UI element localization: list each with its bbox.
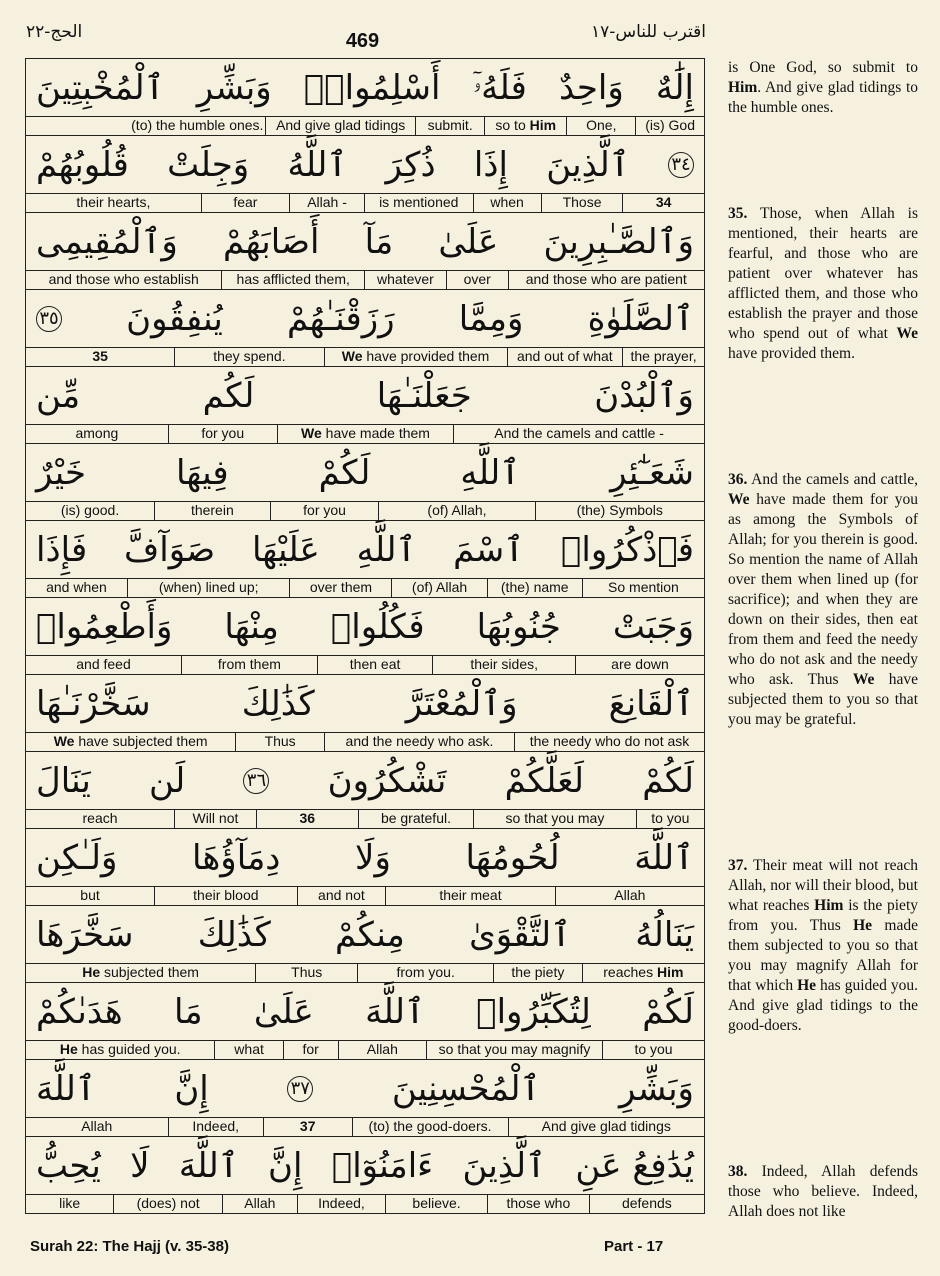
- gloss-cell: believe.: [385, 1195, 487, 1213]
- arabic-word: مَآ: [364, 221, 394, 262]
- gloss-cell: therein: [154, 502, 270, 520]
- gloss-cell: over: [446, 271, 508, 289]
- verse-block: [25, 521, 705, 598]
- gloss-cell: He subjected them: [82, 964, 199, 980]
- verse-number-cell: 36: [256, 810, 358, 828]
- english-gloss-row: [25, 1194, 705, 1214]
- arabic-word: ٱسْمَ: [453, 529, 525, 570]
- gloss-cell: for you: [168, 425, 277, 443]
- arabic-word: ٱللَّهُ: [287, 144, 348, 185]
- gloss-cell: their sides,: [432, 656, 575, 674]
- gloss-cell: and not: [297, 887, 386, 905]
- arabic-word: مِنكُمْ: [335, 914, 405, 955]
- arabic-word: ٱللَّهَ: [365, 991, 425, 1032]
- verse-block: [25, 444, 705, 521]
- gloss-cell: He has guided you.: [59, 1041, 181, 1057]
- translation-text: Those, when Allah is mentioned, their hearts are fearful, and those who are patient over whatever has afflicted them, and those who establish the prayer and those who spend out of what We have provided them.: [728, 205, 918, 362]
- arabic-word: أَسْلِمُوا۟ۗ: [303, 67, 441, 108]
- gloss-cell: defends: [589, 1195, 704, 1213]
- gloss-cell: from them: [181, 656, 317, 674]
- verse-block: [25, 213, 705, 290]
- arabic-word: ٱللَّهَ: [36, 1068, 96, 1109]
- gloss-cell: We have made them: [277, 425, 454, 443]
- arabic-word: ٱللَّهِ: [356, 529, 417, 570]
- gloss-cell: Those: [541, 194, 623, 212]
- arabic-word: يُحِبُّ: [36, 1145, 101, 1186]
- arabic-word: فَإِذَا: [36, 529, 88, 570]
- arabic-word: خَيْرٌ: [36, 452, 87, 493]
- gloss-cell: We have subjected them: [53, 733, 208, 749]
- english-gloss-row: [25, 809, 705, 829]
- word-by-word-grid: [25, 58, 705, 1214]
- arabic-row: [25, 906, 705, 963]
- gloss-cell: (the) name: [487, 579, 582, 597]
- english-gloss-row: [25, 1040, 705, 1060]
- translation-verse-36: [728, 470, 918, 730]
- verse-number-cell: 35: [92, 348, 108, 364]
- gloss-cell: among: [75, 425, 119, 441]
- arabic-row: [25, 367, 705, 424]
- english-gloss-row: [25, 732, 705, 752]
- gloss-cell: And give glad tidings: [265, 117, 415, 135]
- arabic-word: عَلَىٰ: [438, 221, 499, 262]
- gloss-cell: Allah: [555, 887, 704, 905]
- gloss-cell: (of) Allah,: [378, 502, 534, 520]
- arabic-word: لَا: [130, 1145, 150, 1186]
- arabic-word: وَلَا: [355, 837, 391, 878]
- arabic-word: ٱللَّهَ: [634, 837, 694, 878]
- arabic-row: [25, 675, 705, 732]
- verse-number: 37.: [728, 857, 748, 874]
- gloss-cell: they spend.: [174, 348, 323, 366]
- verse-block: [25, 136, 705, 213]
- gloss-cell: for you: [270, 502, 379, 520]
- arabic-row: [25, 1137, 705, 1194]
- verse-number: 38.: [728, 1163, 748, 1180]
- arabic-word: دِمَآؤُهَا: [192, 837, 281, 878]
- arabic-word: ٱلَّذِينَ: [546, 144, 630, 185]
- gloss-cell: to you: [602, 1041, 704, 1059]
- gloss-cell: and those who are patient: [508, 271, 704, 289]
- arabic-word: وَٱلْمُعْتَرَّ: [405, 683, 518, 724]
- arabic-word: لَكُمْ: [642, 991, 694, 1032]
- arabic-word: سَخَّرْنَـٰهَا: [36, 683, 151, 724]
- gloss-cell: and the needy who ask.: [324, 733, 514, 751]
- verse-block: [25, 290, 705, 367]
- arabic-word: عَلَيْهَا: [251, 529, 320, 570]
- verse-block: [25, 983, 705, 1060]
- arabic-word: يُنفِقُونَ: [126, 298, 223, 339]
- arabic-word: وَاحِدٌ: [559, 67, 624, 108]
- gloss-cell: Indeed,: [297, 1195, 385, 1213]
- arabic-word: تَشْكُرُونَ: [327, 760, 447, 801]
- arabic-word: يُدَٰفِعُ عَنِ: [575, 1145, 694, 1186]
- gloss-cell: And give glad tidings: [508, 1118, 704, 1136]
- arabic-row: [25, 290, 705, 347]
- header-part-name: اقترب للناس-١٧: [590, 22, 706, 42]
- arabic-word: لُحُومُهَا: [465, 837, 560, 878]
- arabic-word: جُنُوبُهَا: [476, 606, 561, 647]
- arabic-word: لَن: [149, 760, 186, 801]
- english-gloss-row: [25, 501, 705, 521]
- arabic-word: فِيهَا: [176, 452, 229, 493]
- gloss-cell: whatever: [364, 271, 446, 289]
- arabic-word: عَلَىٰ: [253, 991, 314, 1032]
- arabic-word: ءَامَنُوٓا۟: [331, 1145, 434, 1186]
- gloss-cell: those who: [487, 1195, 589, 1213]
- gloss-cell: like: [59, 1195, 81, 1211]
- gloss-cell: to you: [636, 810, 704, 828]
- gloss-cell: Allah: [222, 1195, 297, 1213]
- gloss-cell: so that you may magnify: [426, 1041, 602, 1059]
- english-gloss-row: [25, 193, 705, 213]
- gloss-cell: Allah -: [289, 194, 364, 212]
- verse-block: [25, 829, 705, 906]
- arabic-row: [25, 752, 705, 809]
- gloss-cell: fear: [201, 194, 289, 212]
- gloss-cell: the piety: [493, 964, 582, 982]
- arabic-word: لَكُمْ: [318, 452, 371, 493]
- arabic-word: لَكُمْ: [642, 760, 694, 801]
- arabic-word: ٱلْمُحْسِنِينَ: [391, 1068, 541, 1109]
- arabic-word: مِنْهَا: [224, 606, 279, 647]
- english-gloss-row: [25, 116, 705, 136]
- gloss-cell: has afflicted them,: [221, 271, 364, 289]
- ayah-marker: ٣٧: [287, 1076, 313, 1102]
- arabic-word: كَذَٰلِكَ: [241, 683, 315, 724]
- ayah-marker: ٣٥: [36, 306, 62, 332]
- gloss-cell: One,: [566, 117, 635, 135]
- arabic-word: فَٱذْكُرُوا۟: [560, 529, 694, 570]
- footer-surah-reference: Surah 22: The Hajj (v. 35-38): [30, 1238, 229, 1255]
- arabic-word: ٱلتَّقْوَىٰ: [469, 914, 572, 955]
- gloss-cell: submit.: [415, 117, 484, 135]
- gloss-cell: but: [80, 887, 100, 903]
- header-surah-name: الحج-٢٢: [26, 22, 83, 42]
- translation-text: And the camels and cattle, We have made them for you as among the Symbols of Allah; for you therein is good. So mention the name of Allah over them when lined up (for sacrifice); and when they are down on their sides, then eat from them and feed the needy who do not ask and the needy who ask. Thus We have subjected them to you so that you may be grateful.: [728, 471, 918, 728]
- verse-block: [25, 906, 705, 983]
- arabic-row: [25, 521, 705, 578]
- translation-verse-38: [728, 1162, 918, 1222]
- arabic-word: وَبَشِّرِ: [196, 67, 272, 108]
- arabic-word: مَا: [173, 991, 203, 1032]
- translation-text: Indeed, Allah defends those who believe. Indeed, Allah does not like: [728, 1163, 918, 1220]
- arabic-word: فَلَهُۥٓ: [472, 67, 527, 108]
- english-gloss-row: [25, 963, 705, 983]
- english-gloss-row: [25, 270, 705, 290]
- gloss-cell: what: [214, 1041, 282, 1059]
- verse-block: [25, 598, 705, 675]
- arabic-word: فَكُلُوا۟: [330, 606, 425, 647]
- verse-block: [25, 1137, 705, 1214]
- arabic-word: ٱلصَّلَوٰةِ: [587, 298, 694, 339]
- arabic-word: صَوَآفَّ: [124, 529, 216, 570]
- verse-block: [25, 675, 705, 752]
- english-gloss-row: [25, 578, 705, 598]
- arabic-row: [25, 983, 705, 1040]
- gloss-cell: and feed: [76, 656, 131, 672]
- gloss-cell: Will not: [174, 810, 256, 828]
- arabic-row: [25, 59, 705, 116]
- gloss-cell: when: [473, 194, 541, 212]
- arabic-row: [25, 598, 705, 655]
- verse-block: [25, 1060, 705, 1137]
- page-number: 469: [345, 30, 380, 52]
- gloss-cell: Thus: [235, 733, 324, 751]
- gloss-cell: so that you may: [473, 810, 636, 828]
- arabic-row: [25, 213, 705, 270]
- arabic-word: وَلَـٰكِن: [36, 837, 118, 878]
- arabic-word: ذُكِرَ: [385, 144, 436, 185]
- gloss-cell: (the) Symbols: [535, 502, 705, 520]
- gloss-cell: are down: [575, 656, 704, 674]
- arabic-word: وَٱلْمُقِيمِى: [36, 221, 178, 262]
- gloss-cell: (to) the good-doers.: [352, 1118, 508, 1136]
- arabic-word: جَعَلْنَـٰهَا: [376, 375, 472, 416]
- verse-number-cell: 34: [622, 194, 704, 212]
- gloss-cell: (does) not: [113, 1195, 222, 1213]
- arabic-row: [25, 829, 705, 886]
- arabic-word: رَزَقْنَـٰهُمْ: [286, 298, 395, 339]
- verse-number: 36.: [728, 471, 748, 488]
- arabic-word: يَنَالُهُ: [635, 914, 694, 955]
- english-gloss-row: [25, 424, 705, 444]
- verse-block: [25, 59, 705, 136]
- verse-block: [25, 752, 705, 829]
- gloss-cell: reaches Him: [582, 964, 704, 982]
- ayah-marker: ٣٤: [668, 152, 694, 178]
- arabic-word: شَعَـٰٓئِرِ: [610, 452, 694, 493]
- arabic-word: إِنَّ: [268, 1145, 303, 1186]
- translation-verse-37: [728, 856, 918, 1036]
- gloss-cell: (when) lined up;: [127, 579, 290, 597]
- arabic-word: ٱلَّذِينَ: [462, 1145, 546, 1186]
- footer-part: Part - 17: [604, 1238, 664, 1255]
- gloss-cell: so to Him: [484, 117, 566, 135]
- gloss-cell: is mentioned: [364, 194, 473, 212]
- arabic-word: ٱللَّهِ: [460, 452, 521, 493]
- gloss-cell: Allah: [81, 1118, 113, 1134]
- translation-verse-35: [728, 204, 918, 364]
- arabic-word: وَجَبَتْ: [612, 606, 694, 647]
- arabic-word: إِنَّ: [174, 1068, 209, 1109]
- ayah-marker: ٣٦: [243, 768, 269, 794]
- arabic-word: وَٱلصَّـٰبِرِينَ: [543, 221, 694, 262]
- arabic-word: يَنَالَ: [36, 760, 91, 801]
- gloss-cell: their hearts,: [76, 194, 151, 210]
- arabic-word: لَعَلَّكُمْ: [504, 760, 584, 801]
- arabic-word: ٱلْمُخْبِتِينَ: [36, 67, 165, 108]
- gloss-cell: over them: [289, 579, 391, 597]
- gloss-cell: And the camels and cattle -: [453, 425, 704, 443]
- verse-block: [25, 367, 705, 444]
- english-gloss-row: [25, 886, 705, 906]
- gloss-cell: and those who establish: [48, 271, 199, 287]
- gloss-cell: (is) good.: [60, 502, 120, 518]
- gloss-cell: and when: [46, 579, 107, 595]
- gloss-cell: then eat: [317, 656, 433, 674]
- english-gloss-row: [25, 655, 705, 675]
- gloss-cell: their meat: [385, 887, 555, 905]
- english-gloss-row: [25, 347, 705, 367]
- verse-number-cell: 37: [263, 1118, 352, 1136]
- gloss-cell: Indeed,: [168, 1118, 263, 1136]
- gloss-cell: the needy who do not ask: [514, 733, 704, 751]
- arabic-word: وَٱلْبُدْنَ: [594, 375, 694, 416]
- arabic-word: لَكُم: [202, 375, 255, 416]
- gloss-cell: for: [283, 1041, 338, 1059]
- arabic-word: إِذَا: [473, 144, 508, 185]
- gloss-cell: reach: [82, 810, 118, 826]
- arabic-word: هَدَىٰكُمْ: [36, 991, 123, 1032]
- english-gloss-row: [25, 1117, 705, 1137]
- arabic-word: وَأَطْعِمُوا۟: [36, 606, 173, 647]
- arabic-word: أَصَابَهُمْ: [223, 221, 320, 262]
- arabic-word: وَمِمَّا: [458, 298, 524, 339]
- translation-verse-34-end: [728, 58, 918, 118]
- gloss-cell: be grateful.: [358, 810, 473, 828]
- gloss-cell: (of) Allah: [391, 579, 486, 597]
- arabic-row: [25, 1060, 705, 1117]
- arabic-word: ٱللَّهَ: [178, 1145, 239, 1186]
- translation-text: is One God, so submit to Him. And give glad tidings to the humble ones.: [728, 59, 918, 116]
- gloss-cell: We have provided them: [324, 348, 507, 366]
- gloss-cell: So mention: [582, 579, 704, 597]
- gloss-cell: (to) the humble ones.: [131, 117, 264, 133]
- gloss-cell: Allah: [338, 1041, 426, 1059]
- translation-text: Their meat will not reach Allah, nor will their blood, but what reaches Him is the piety from you. Thus He made them subjected to you so that you may magnify Allah for that which He has guided you. And give glad tidings to the good-doers.: [728, 857, 918, 1034]
- gloss-cell: their blood: [154, 887, 297, 905]
- gloss-cell: and out of what: [507, 348, 623, 366]
- arabic-word: وَبَشِّرِ: [619, 1068, 694, 1109]
- arabic-word: ٱلْقَانِعَ: [608, 683, 694, 724]
- arabic-word: لِتُكَبِّرُوا۟: [476, 991, 591, 1032]
- arabic-row: [25, 136, 705, 193]
- gloss-cell: the prayer,: [622, 348, 704, 366]
- gloss-cell: from you.: [357, 964, 493, 982]
- arabic-word: وَجِلَتْ: [167, 144, 250, 185]
- verse-number: 35.: [728, 205, 748, 222]
- arabic-word: كَذَٰلِكَ: [197, 914, 271, 955]
- arabic-word: سَخَّرَهَا: [36, 914, 134, 955]
- arabic-row: [25, 444, 705, 501]
- arabic-word: إِلَٰهٌ: [655, 67, 694, 108]
- arabic-word: مِّن: [36, 375, 81, 416]
- gloss-cell: Thus: [255, 964, 357, 982]
- arabic-word: قُلُوبُهُمْ: [36, 144, 129, 185]
- gloss-cell: (is) God: [635, 117, 704, 135]
